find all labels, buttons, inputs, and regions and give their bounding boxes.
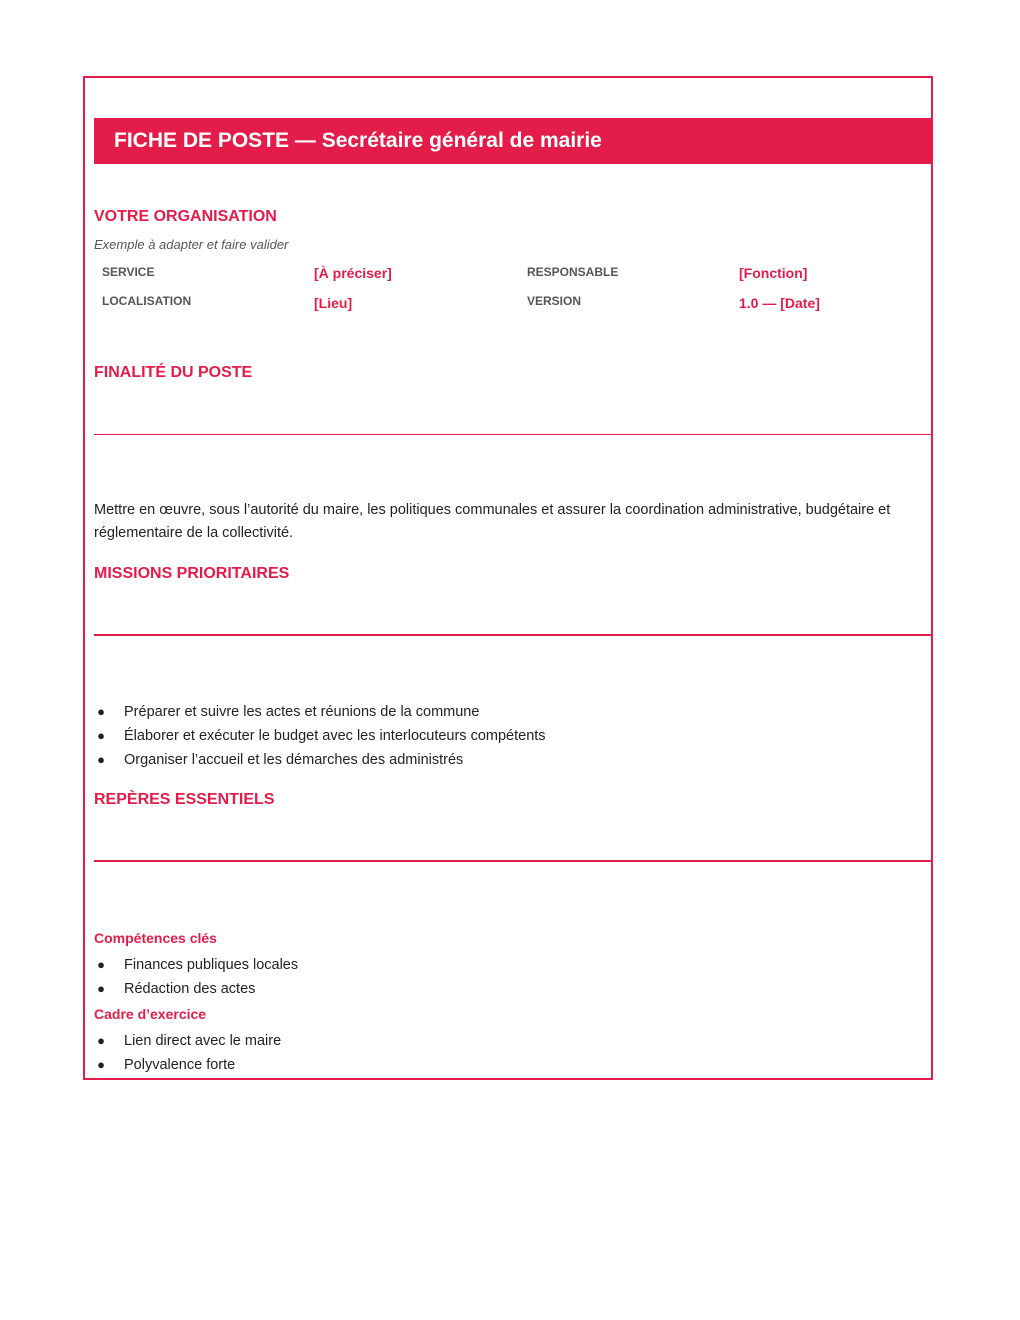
divider-reperes: [94, 860, 933, 862]
bullet-icon: ●: [97, 981, 105, 996]
divider-missions: [94, 634, 933, 636]
version-value: 1.0 — [Date]: [739, 295, 820, 311]
list-item: ● Polyvalence forte: [85, 1053, 281, 1077]
service-value: [À préciser]: [314, 265, 392, 281]
document-frame: [83, 76, 933, 1080]
bullet-icon: ●: [97, 1033, 105, 1048]
cadre-list: [85, 1029, 281, 1077]
localisation-label: LOCALISATION: [102, 294, 192, 308]
version-label: VERSION: [527, 294, 582, 308]
localisation-value: [Lieu]: [314, 295, 353, 311]
list-item: ● Préparer et suivre les actes et réunions de la commune: [85, 700, 546, 724]
section-title-finalite: FINALITÉ DU POSTE: [94, 364, 253, 381]
bullet-icon: ●: [97, 957, 105, 972]
divider-finalite: [94, 434, 933, 435]
organisation-subtitle: Exemple à adapter et faire valider: [94, 237, 289, 252]
list-item: ● Organiser l’accueil et les démarches des administrés: [85, 748, 546, 772]
page-title-banner: [94, 118, 933, 164]
bullet-icon: ●: [97, 752, 105, 767]
responsable-value: [Fonction]: [739, 265, 808, 281]
list-item: ● Rédaction des actes: [85, 977, 298, 1001]
bullet-icon: ●: [97, 704, 105, 719]
list-item: ● Élaborer et exécuter le budget avec les interlocuteurs compétents: [85, 724, 546, 748]
section-title-missions: MISSIONS PRIORITAIRES: [94, 565, 290, 582]
bullet-icon: ●: [97, 1057, 105, 1072]
finalite-text: Mettre en œuvre, sous l’autorité du maire, les politiques communales et assurer la coordination administrative, budgétaire et réglementaire de la collectivité.: [94, 502, 891, 541]
service-label: SERVICE: [102, 265, 155, 279]
bullet-icon: ●: [97, 728, 105, 743]
list-item: ● Lien direct avec le maire: [85, 1029, 281, 1053]
section-title-reperes: REPÈRES ESSENTIELS: [94, 791, 275, 808]
section-title-organisation: VOTRE ORGANISATION: [94, 208, 277, 225]
cadre-title: Cadre d’exercice: [94, 1006, 207, 1022]
list-item: ● Finances publiques locales: [85, 953, 298, 977]
missions-list: [85, 700, 546, 772]
competences-list: [85, 953, 298, 1001]
page-title: FICHE DE POSTE — Secrétaire général de mairie: [114, 129, 602, 152]
responsable-label: RESPONSABLE: [527, 265, 619, 279]
competences-title: Compétences clés: [94, 930, 217, 946]
